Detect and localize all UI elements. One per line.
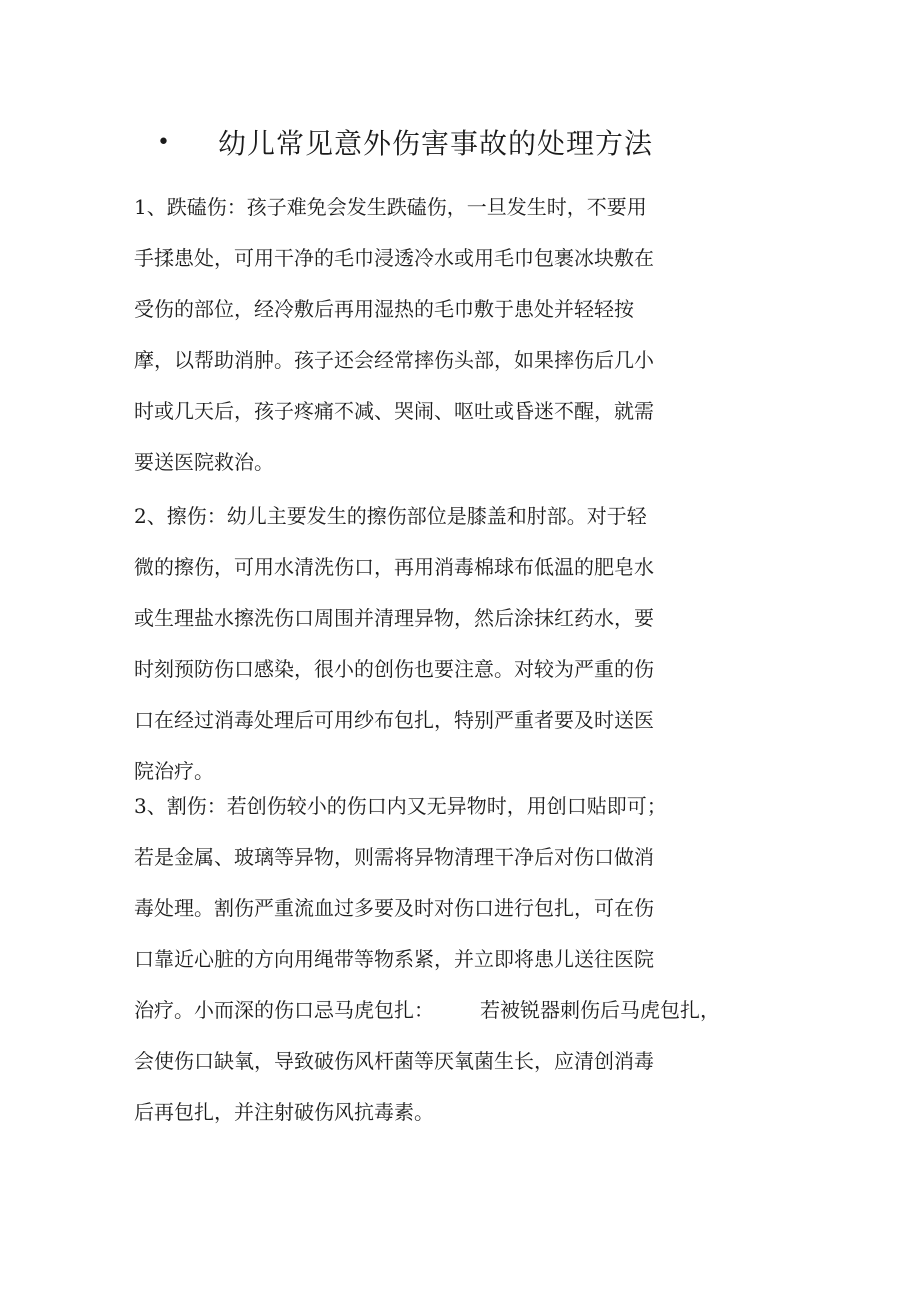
title-row: [0, 122, 920, 166]
paragraph-line-split: [134, 985, 794, 1036]
paragraph-line: 会使伤口缺氧，导致破伤风杆菌等厌氧菌生长，应清创消毒: [134, 1049, 654, 1073]
page-title: 幼儿常见意外伤害事故的处理方法: [218, 127, 654, 160]
paragraph-line: 摩，以帮助消肿。孩子还会经常摔伤头部，如果摔伤后几小: [134, 348, 654, 372]
paragraph-line: 毒处理。割伤严重流血过多要及时对伤口进行包扎，可在伤: [134, 896, 654, 920]
line-left-text: 治疗。小而深的伤口忌马虎包扎：: [134, 998, 434, 1022]
paragraph-line: 微的擦伤，可用水清洗伤口，再用消毒棉球布低温的肥皂水: [134, 555, 654, 579]
paragraph-line: 受伤的部位，经冷敷后再用湿热的毛巾敷于患处并轻轻按: [134, 297, 634, 321]
paragraph-line: 要送医院救治。: [134, 450, 274, 474]
paragraph-line: 时或几天后，孩子疼痛不减、哭闹、呕吐或昏迷不醒，就需: [134, 399, 654, 423]
paragraph-line: 若是金属、玻璃等异物，则需将异物清理干净后对伤口做消: [134, 845, 654, 869]
section-cut: [134, 781, 794, 1138]
paragraph-line: 1、跌磕伤：孩子难免会发生跌磕伤，一旦发生时，不要用: [134, 195, 647, 219]
paragraph-line: 时刻预防伤口感染，很小的创伤也要注意。对较为严重的伤: [134, 657, 654, 681]
section-abrasion: [134, 491, 794, 797]
section-bruise: [134, 182, 794, 488]
paragraph-line: 院治疗。: [134, 759, 214, 783]
paragraph-line: 口在经过消毒处理后可用纱布包扎，特别严重者要及时送医: [134, 708, 654, 732]
bullet-icon: •: [157, 130, 170, 155]
paragraph-line: 3、割伤：若创伤较小的伤口内又无异物时，用创口贴即可；: [134, 794, 667, 818]
paragraph-line: 后再包扎，并注射破伤风抗毒素。: [134, 1100, 434, 1124]
paragraph-line: 2、擦伤：幼儿主要发生的擦伤部位是膝盖和肘部。对于轻: [134, 504, 647, 528]
paragraph-line: 或生理盐水擦洗伤口周围并清理异物，然后涂抹红药水，要: [134, 606, 654, 630]
paragraph-line: 口靠近心脏的方向用绳带等物系紧，并立即将患儿送往医院: [134, 947, 654, 971]
line-right-text: 若被锐器刺伤后马虎包扎，: [480, 998, 720, 1022]
paragraph-line: 手揉患处，可用干净的毛巾浸透冷水或用毛巾包裹冰块敷在: [134, 246, 654, 270]
